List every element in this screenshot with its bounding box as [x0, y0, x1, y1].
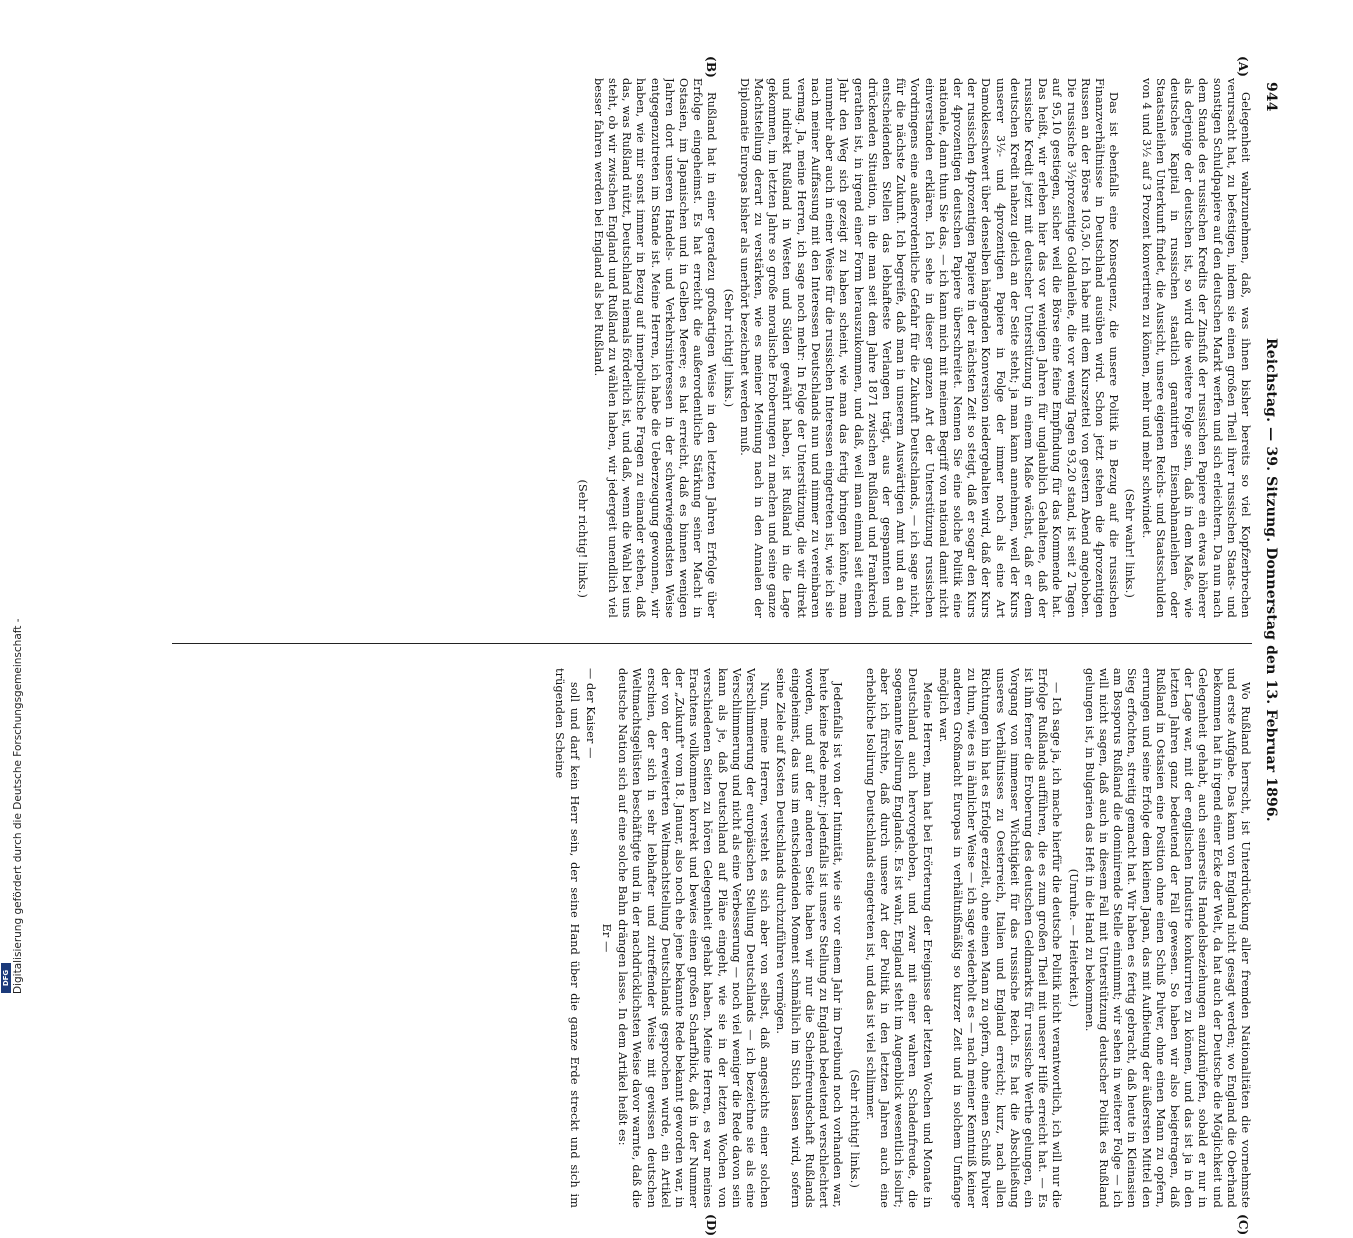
quote-line: — der Kaiser — [583, 668, 597, 759]
right-column [152, 668, 1252, 1208]
quote-line: Er — [600, 923, 614, 953]
paragraph: Nun, meine Herren, versteht es sich aber von selbst, daß angesichts einer solchen Verschlimmerung der europäischen Stellung Deutschlands — ich bezeichne sie als eine Verschlimmerung und nicht als eine Verbesserung — noch viel weniger die Rede davon sein kann als je, daß Deutschland auf Pläne eingeht, wie sie in der letzten Wochen von verschiedenen Seiten zu hören Gelegenheit gehabt haben. Meine Herren, es war meines Erachtens vollkommen korrekt und bewies einen großen Scharfblick, daß in der Nummer der „Zukunft" vom 18. Januar, also noch ehe jene bekannte Rede bekannt geworden war, in der von der erweiterten Weltmachtstellung Deutschlands gesprochen wurde, ein Artikel erschien, der sich in sehr lebhafter und zutreffender Weise mit gewissen deutschen Weltmachtsgelüsten beschäftigte und in der nachdrücklichsten Weise davor warnte, daß die deutsche Nation sich auf eine solche Bahn drängen lasse. In dem Artikel heißt es: [616, 668, 772, 1208]
paragraph: Jedenfalls ist von der Intimität, wie sie vor einem Jahr im Dreibund noch vorhanden war, heute keine Rede mehr; jedenfalls ist unsere Stellung zu England bedeutend verschlechtert worden, und auf der anderen Seite haben wir nur die Scheinfreundschaft Rußlands eingeheimst, das uns im entscheidenden Moment schmählich im Stich lassen wird, sofern seine Ziele auf Kosten Deutschlands durchzuführen vermögen. [774, 668, 845, 1208]
page-title: Reichstag. — 39. Sitzung. Donnerstag den 13. Februar 1896. [1263, 338, 1279, 822]
quote-line: soll und darf kein Herr sein, der seine Hand über die ganze Erde streckt und sich im trügenden Scheine [553, 668, 581, 1208]
paragraph: Wo Rußland herrscht, ist Unterdrückung aller fremden Nationalitäten die vornehmste und erste Aufgabe. Das kann von England nicht gesagt werden; wo England die Oberhand bekommen hat in irgend einer Ecke der Welt, da hat auch der Deutsche die Möglichkeit und Gelegenheit gehabt, auch seinerseits Handelsbeziehungen anzuknüpfen, sobald er nur in der Lage war, mit der englischen Industrie konkurriren zu können, und das ist ja in den letzten Jahren ganz bedeutend der Fall gewesen. So haben wir also beigetragen, daß Rußland in Ostasien eine Position ohne einen Schuß Pulver, ohne einen Mann zu opfern, errungen und seine Erfolge dem kleinen Japan, das mit Aufbietung der äußersten Mittel den Sieg erfochten, streitig gemacht hat. Wir haben es fertig gebracht, daß heute in Kleinasien am Bosporus Rußland die dominirende Stelle einnimmt; wir sehen in weiterer Folge — ich will nicht sagen, daß auch in diesem Fall mit Unterstützung deutscher Politik es Rußland gelungen ist, in Bulgarien das Heft in die Hand zu bekommen. [1082, 668, 1252, 1208]
interjection: (Sehr richtig! links.) [721, 288, 735, 408]
paragraph: Das ist ebenfalls eine Konsequenz, die unsere Politik in Bezug auf die russischen Finanzverhältnisse in Deutschland ausüben wird. Schon jetzt stehen die 4prozentigen Russen an der Börse 103,50. Ich habe mit dem Kurszettel von gestern Abend angehoben. Die russische 3½prozentige Goldanleihe, die vor wenig Tagen 93,20 stand, ist seit 2 Tagen auf 95,10 gestiegen, sicher weil die Börse eine feine Empfindung für das Kommende hat. Das heißt, wir erleben hier das vor wenigen Jahren für unglaublich Gehaltene, daß der russische Kredit jetzt mit deutscher Unterstützung in einem Maße wächst, daß er dem deutschen Kredit nahezu gleich an der Seite steht; ja man kann annehmen, weil der Kurs unserer 3½- und 4prozentigen Papiere in Folge der immer noch als eine Art Damoklesschwert über denselben hängenden Konversion niedergehalten wird, daß der Kurs der russischen 4prozentigen Papiere in der nächsten Zeit so steigt, daß er sogar den Kurs der 4prozentigen deutschen Papiere überschreitet. Nennen Sie eine solche Politik eine nationale, dann thun Sie das, — ich kann mich mit meinem Begriff von national damit nicht einverstanden erklären. Ich sehe in dieser ganzen Art der Unterstützung russischen Vordringens eine außerordentliche Gefahr für die Zukunft Deutschlands, — ich sage nicht, für die nächste Zukunft. Ich begreife, daß man in unserem Auswärtigen Amt und an den entscheidenden Stellen das lebhafteste Verlangen trägt, aus der gespannten und drückenden Situation, in die man seit dem Jahre 1871 zwischen Rußland und Frankreich gerathen ist, in irgend einer Form herauszukommen, und daß, weil man einmal seit einem Jahr den Weg sich gezeigt zu haben scheint, wie man das fertig bringen könnte, man nunmehr aber auch in einer Weise für die russischen Interessen eingetreten ist, wie ich sie nach meiner Auffassung mit den Interessen Deutschlands nun und nimmer zu vereinbaren vermag. Ja, meine Herren, ich sage noch mehr: In Folge der Unterstützung, die wir direkt und indirekt Rußland in Westen und Süden gewährt haben, ist Rußland in die Lage gekommen, im letzten Jahre so große moralische Eroberungen zu machen und seine ganze Machtstellung derart zu verstärken, wie es meiner Meinung nach in den Annalen der Diplomatie Europas bisher als unerhört bezeichnet werden muß. [737, 78, 1121, 618]
margin-letter-b: (B) [704, 56, 718, 78]
dfg-logo-text: DFG [2, 969, 10, 987]
interjection: (Sehr richtig! links.) [575, 479, 589, 598]
digitization-credit: Digitalisierung gefördert durch die Deutsche Forschungsgemeinschaft - [12, 618, 24, 994]
paragraph: Gelegenheit wahrzunehmen, daß, was ihnen bisher bereits so viel Kopfzerbrechen verursacht hat, zu befestigen, indem sie einen großen Theil ihrer russischen Staats- und sonstigen Schuldpapiere auf den deutschen Markt werfen und sich erleichtern. Da nun nach dem Stande des russischen Kredits der Zinsfuß der russischen Papiere ein etwas höherer als derjenige der deutschen ist, so wird die weitere Folge sein, daß in dem Maße, wie deutsches Kapital in russischen staatlich garantirten Eisenbahnanleihen oder Staatsanleihen Unterkunft findet, die Aussicht, unsere eigenen Reichs- und Staatsschulden von 4 und 3½ auf 3 Prozent konvertiren zu können, mehr und mehr schwindet. [1139, 78, 1252, 618]
column-divider [172, 643, 1252, 644]
page-header [1256, 78, 1278, 1238]
credit-strip [0, 0, 12, 1000]
left-column [152, 78, 1252, 618]
paragraph: — Ich sage ja, ich mache hierfür die deutsche Politik nicht verantwortlich, ich will nur die Erfolge Rußlands aufführen, die es zum großen Theil mit unserer Hilfe erreicht hat. — Es ist ihm ferner die Eroberung des deutschen Geldmarkts für russische Werthe gelungen, ein Vorgang von immenser Wichtigkeit für das russische Reich. Es hat die Abschließung unseres Verhältnisses zu Oesterreich, Italien und England erreicht; kurz, nach allen Richtungen hin hat es Erfolge erzielt, ohne einen Mann zu opfern, ohne einen Schuß Pulver zu thun, wie es in ähnlicher Weise — ich sage wiederholt es — nach meiner Kenntniß keiner anderen Großmacht Europas in verhältnißmäßig so kurzer Zeit und in solchem Umfange möglich war. [936, 668, 1064, 1208]
interjection: (Sehr richtig! links.) [847, 1069, 861, 1188]
paragraph: Rußland hat in einer geradezu großartigen Weise in den letzten Jahren Erfolge über Erfolge eingeheimst. Es hat erreicht die außerordentliche Stärkung seiner Macht in Ostasien, im Japanischen und in Gelben Meere; es hat erreicht, daß es binnen wenigen Jahren dort unseren Handels- und Verkehrsinteressen in der schwerwiegendsten Weise entgegenzutreten im Stande ist. Meine Herren, ich habe die Ueberzeugung gewonnen, wir haben, wie mir sonst immer in Bezug auf innerpolitische Fragen zu einander stehen, daß das, was Rußland nützt, Deutschland niemals förderlich ist, und daß, wenn die Wahl bei uns steht, ob wir zwischen England und Rußland zu wählen haben, wir jedergeit unendlich viel besser fahren werden bei England als bei Rußland. [591, 78, 719, 618]
dfg-logo [1, 963, 11, 993]
margin-letter-a: (A) [1236, 56, 1250, 78]
margin-letter-d: (D) [704, 1214, 718, 1237]
interjection: (Unruhe. — Heiterkeit.) [1066, 868, 1080, 1008]
margin-letter-c: (C) [1236, 1214, 1250, 1236]
rotated-newspaper-page [118, 56, 1279, 1237]
paragraph: Meine Herren, man hat bei Erörterung der Ereignisse der letzten Wochen und Monate in Deutschland auch hervorgehoben, und zwar mit einer wahren Schadenfreude, die sogenannte Isolirung Englands. Es ist wahr, England steht im Augenblick wesentlich isolirt; aber ich fürchte, daß durch unsere Art der Politik in den letzten Jahren auch eine erhebliche Isolirung Deutschlands eingetreten ist, und das ist viel schlimmer. [863, 668, 934, 1208]
interjection: (Sehr wahr! links.) [1123, 488, 1137, 598]
page-number: 944 [1263, 82, 1279, 112]
